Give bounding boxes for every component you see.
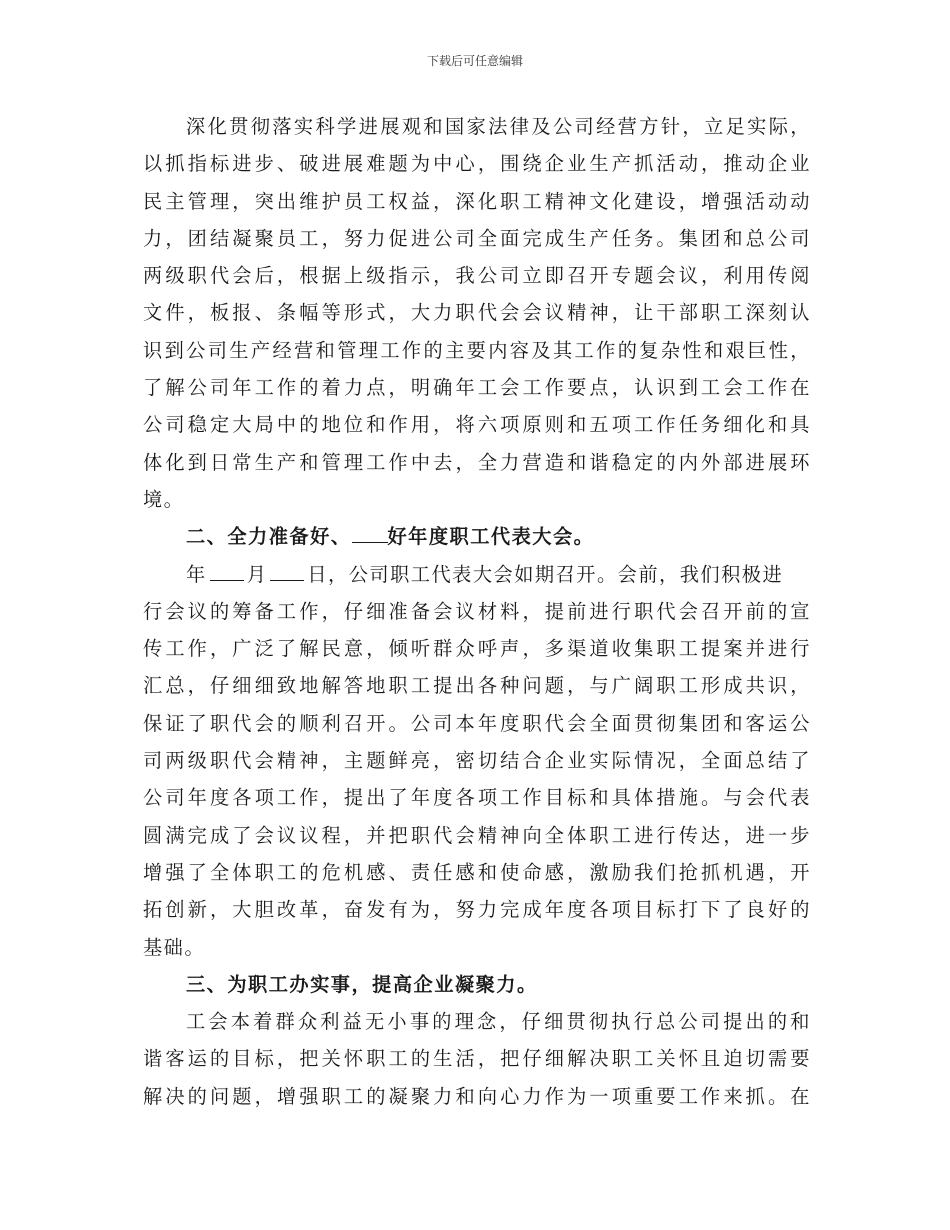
blank-underline: [352, 518, 388, 543]
paragraph-line: 拓创新，大胆改革，奋发有为，努力完成年度各项目标打下了良好的: [143, 898, 811, 922]
paragraph-line: 深化贯彻落实科学进展观和国家法律及公司经营方针，立足实际，: [186, 115, 811, 138]
paragraph-line: 体化到日常生产和管理工作中去，全力营造和谐稳定的内外部进展环: [143, 450, 811, 474]
paragraph-line: 谐客运的目标，把关怀职工的生活，把仔细解决职工关怀且迫切需要: [143, 1047, 811, 1071]
paragraph-line: 汇总，仔细细致地解答地职工提出各种问题，与广阔职工形成共识，: [143, 674, 811, 698]
heading-text: 好年度职工代表大会。: [387, 525, 595, 549]
paragraph-line: 文件，板报、条幅等形式，大力职代会会议精神，让干部职工深刻认: [143, 301, 811, 325]
blank-underline: [210, 556, 244, 581]
paragraph-line: 基础。: [143, 935, 206, 959]
document-body: [143, 108, 811, 1115]
paragraph-line: 行会议的筹备工作，仔细准备会议材料，提前进行职代会召开前的宣: [143, 599, 811, 623]
date-text: 年: [186, 562, 207, 586]
paragraph-line: 了解公司年工作的着力点，明确年工会工作要点，认识到工会工作在: [143, 376, 811, 400]
section-heading-3: 三、为职工办实事，提高企业凝聚力。: [186, 972, 538, 996]
paragraph-line: 解决的问题，增强职工的凝聚力和向心力作为一项重要工作来抓。在: [143, 1084, 811, 1108]
paragraph-line: 工会本着群众利益无小事的理念，仔细贯彻执行总公司提出的和: [186, 1010, 811, 1034]
paragraph-line: 力，团结凝聚员工，努力促进公司全面完成生产任务。集团和总公司: [143, 226, 811, 250]
date-text: 日，公司职工代表大会如期召开。会前，我们积极进: [307, 562, 784, 586]
paragraph-line: [143, 556, 811, 593]
section-heading-2: [143, 518, 811, 555]
paragraph-line: 公司年度各项工作，提出了年度各项工作目标和具体措施。与会代表: [143, 786, 811, 810]
paragraph-line: 民主管理，突出维护员工权益，深化职工精神文化建设，增强活动动: [143, 189, 811, 213]
paragraph-line: 境。: [143, 487, 185, 511]
paragraph-line: 保证了职代会的顺利召开。公司本年度职代会全面贯彻集团和客运公: [143, 711, 811, 735]
blank-underline: [270, 556, 304, 581]
paragraph-line: 识到公司生产经营和管理工作的主要内容及其工作的复杂性和艰巨性，: [143, 338, 811, 362]
paragraph-line: 圆满完成了会议议程，并把职代会精神向全体职工进行传达，进一步: [143, 823, 811, 847]
paragraph-line: 传工作，广泛了解民意，倾听群众呼声，多渠道收集职工提案并进行: [143, 637, 811, 661]
paragraph-line: 公司稳定大局中的地位和作用，将六项原则和五项工作任务细化和具: [143, 413, 811, 437]
date-text: 月: [246, 562, 268, 586]
paragraph-line: 以抓指标进步、破进展难题为中心，围绕企业生产抓活动，推动企业: [143, 152, 811, 176]
paragraph-line: 增强了全体职工的危机感、责任感和使命感，激励我们抢抓机遇，开: [143, 860, 811, 884]
page-header-note: 下载后可任意编辑: [426, 54, 523, 68]
paragraph-line: 两级职代会后，根据上级指示，我公司立即召开专题会议，利用传阅: [143, 264, 811, 288]
heading-text: 二、全力准备好、: [186, 525, 352, 549]
paragraph-line: 司两级职代会精神，主题鲜亮，密切结合企业实际情况，全面总结了: [143, 749, 811, 773]
